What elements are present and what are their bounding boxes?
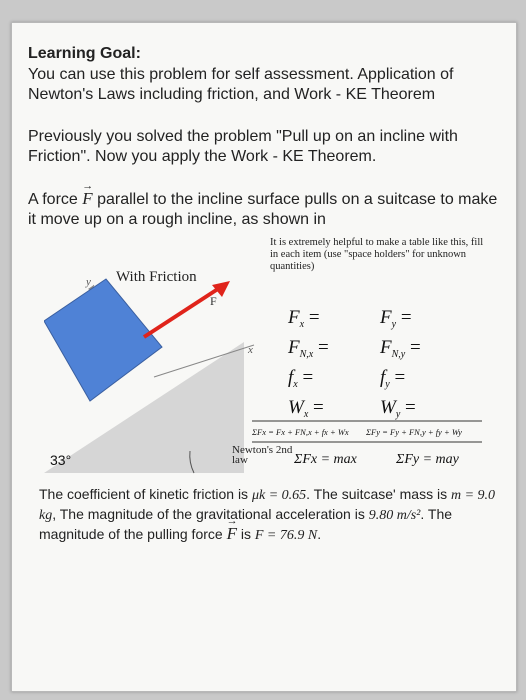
newton-x: ΣFx = max — [294, 452, 357, 467]
newton-y: ΣFy = may — [396, 452, 459, 467]
force-vector-symbol-2: → F — [227, 525, 237, 543]
force-label: F — [210, 294, 217, 308]
goal-body: You can use this problem for self assessment. Application of Newton's Laws including friction, and Work - KE Theorem — [28, 66, 454, 103]
sum-x: ΣFx = Fx + FN,x + fx + Wx — [252, 427, 349, 437]
goal-title: Learning Goal: — [28, 45, 141, 62]
g-value: 9.80 m/s² — [368, 508, 421, 523]
force-value: F = 76.9 N — [254, 528, 318, 543]
suitcase-block — [44, 279, 162, 401]
pull-force-arrow — [144, 285, 224, 337]
table-note: It is extremely helpful to make a table like this, fill in each item (use "space holders" for unknown quantities) — [270, 237, 484, 272]
angle-label: 33° — [50, 452, 72, 468]
figure-title: With Friction — [116, 269, 197, 285]
row-fny: $F_{N,y}$ = — [380, 337, 421, 360]
force-vector-symbol: → F — [82, 189, 92, 209]
row-fx: $F_x$ = — [288, 307, 320, 330]
row-fnx: $F_{N,x}$ = — [288, 337, 329, 360]
y-axis-label: y — [86, 276, 91, 288]
force-table — [287, 307, 421, 420]
row-fricx: $f_x$ = — [288, 367, 314, 390]
problem-card — [11, 22, 517, 692]
newton-label: Newton's 2nd law — [232, 445, 293, 466]
sum-y: ΣFy = Fy + FN,y + fy + Wy — [366, 427, 462, 437]
incline-figure — [44, 237, 484, 487]
mu-value: μk = 0.65 — [251, 488, 307, 503]
row-wx: $W_x$ = — [288, 397, 324, 420]
row-fricy: $f_y$ = — [380, 367, 406, 390]
row-wy: $W_y$ = — [380, 397, 416, 420]
coefficient-paragraph: The coefficient of kinetic friction is μk = 0.65. The suitcase' mass is m = 9.0 kg, The magnitude of the gravitational acceleration is 9.80 m/s². The magnitude of the pulling force → F is F = 76.9 N. — [39, 485, 499, 545]
row-fy: $F_y$ = — [380, 307, 412, 330]
mass-value: m = 9.0 kg — [39, 488, 496, 523]
x-axis-label: x — [248, 344, 253, 356]
force-description: A force → F parallel to the incline surface pulls on a suitcase to make it move up on a rough incline, as shown in — [28, 189, 498, 230]
previous-problem-text: Previously you solved the problem "Pull up on an incline with Friction". Now you apply the Work - KE Theorem. — [28, 128, 458, 165]
